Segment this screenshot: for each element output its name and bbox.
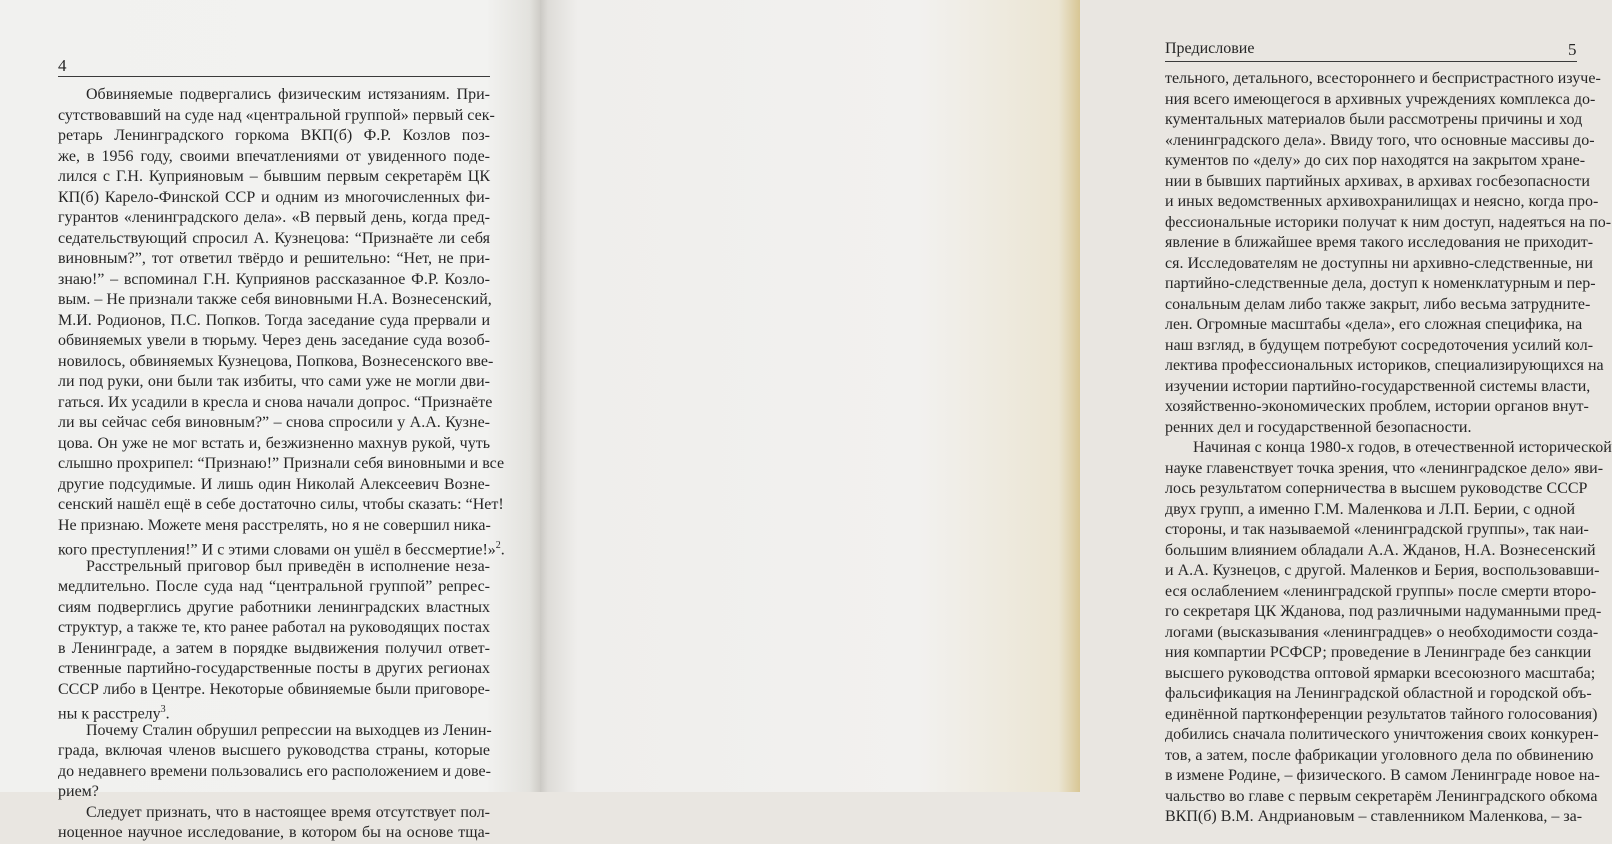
text-line: [58, 741, 490, 762]
right-page: [540, 0, 1612, 825]
line-text: рием?: [58, 783, 99, 800]
text-line: [58, 639, 490, 660]
text-line: [58, 85, 490, 106]
text-line: [1165, 807, 1583, 828]
text-line: [58, 147, 490, 168]
line-text: СССР либо в Центре. Некоторые обвиняемые были приговоре-: [58, 680, 490, 698]
text-line: [58, 393, 493, 414]
page-number: 5: [1568, 40, 1577, 59]
text-line: [1165, 418, 1575, 439]
line-text: го секретаря ЦК Жданова, под различными надуманными пред-: [1165, 603, 1602, 620]
line-text: обвиняемых увели в тюрьму. Через день заседание суда возоб-: [58, 332, 490, 349]
line-text: Обвиняемые подвергались физическим истязаниям. При-: [86, 86, 490, 103]
line-text: ретарь Ленинградского горкома ВКП(б) Ф.Р. Козлов поз-: [58, 127, 490, 144]
text-line: [1165, 746, 1594, 767]
text-line: [1165, 438, 1612, 459]
text-line: [1165, 336, 1594, 357]
text-line: [58, 557, 490, 578]
text-line: [1165, 623, 1599, 644]
text-line: [58, 208, 490, 229]
text-line: [58, 721, 490, 742]
text-line: [1165, 500, 1575, 521]
text-line: [58, 454, 505, 475]
text-line: [58, 618, 490, 639]
header-rule: [1165, 61, 1577, 62]
text-line: [58, 229, 490, 250]
running-head: Предисловие: [1165, 40, 1255, 57]
text-line: [1165, 151, 1586, 172]
line-text: Не признаю. Можете меня расстрелять, но я не совершил ника-: [58, 516, 491, 534]
text-line: [1165, 274, 1596, 295]
text-line: [58, 823, 490, 844]
line-text: науке главенствует точка зрения, что «ленинградское дело» яви-: [1165, 459, 1604, 477]
line-text: новилось, обвиняемых Кузнецова, Попкова, Вознесенского вве-: [58, 352, 494, 370]
text-line: [1165, 684, 1592, 705]
line-text: чальство во главе с первым секретарём Ленинградского обкома: [1165, 787, 1598, 805]
text-line: [1165, 582, 1597, 603]
text-line: [1165, 705, 1598, 726]
text-line: [1165, 459, 1604, 480]
line-text: «ленинградского дела». Ввиду того, что основные массивы до-: [1165, 131, 1595, 149]
line-text: Следует признать, что в настоящее время отсутствует пол-: [86, 803, 490, 821]
text-line: [1165, 561, 1600, 582]
text-line: [58, 167, 490, 188]
line-text: ли под руки, они были так избиты, что сами уже не могли дви-: [58, 373, 490, 390]
text-line: [1165, 787, 1598, 808]
text-line: [1165, 213, 1612, 234]
line-text: града, включая членов высшего руководства страны, которые: [58, 742, 490, 759]
line-text: большим влиянием обладали А.А. Жданов, Н.А. Вознесенский: [1165, 541, 1596, 559]
text-line: [1165, 766, 1600, 787]
line-text: Начиная с конца 1980-х годов, в отечественной исторической: [1193, 439, 1612, 456]
line-text: добились сначала политического уничтожения своих конкурен-: [1165, 726, 1599, 743]
text-line: [58, 598, 490, 619]
text-line: [1165, 356, 1604, 377]
line-text: партийно-следственные дела, доступ к номенклатурным и пер-: [1165, 275, 1596, 292]
line-text: кументов по «делу» до сих пор находятся на закрытом хране-: [1165, 152, 1586, 169]
text-line: [58, 413, 490, 434]
line-text: лился с Г.Н. Куприяновым – бывшим первым секретарём ЦК: [58, 168, 490, 185]
footnote-marker: 2: [495, 540, 501, 551]
punctuation: .: [500, 541, 505, 559]
line-text: фессиональные историки получат к ним доступ, надеяться на по-: [1165, 213, 1612, 231]
left-page: [0, 0, 540, 841]
line-text: стороны, и так называемой «ленинградской группы», так наи-: [1165, 521, 1589, 538]
line-text: сенский нашёл ещё в себе достаточно силы, чтобы сказать: “Нет!: [58, 496, 504, 513]
text-line: [1165, 541, 1596, 562]
line-text: лектива профессиональных историков, специализирующихся на: [1165, 357, 1604, 374]
line-text: цова. Он уже не мог встать и, безжизненно махнув рукой, чуть: [58, 434, 490, 452]
text-line: [58, 495, 504, 516]
text-line: [58, 331, 490, 352]
line-text: ноценное научное исследование, в котором бы на основе тща-: [58, 824, 490, 841]
line-text: в Ленинграде, а затем в порядке выдвижения получил ответ-: [58, 639, 490, 657]
text-line: [58, 516, 490, 537]
text-line: [58, 372, 490, 393]
punctuation: .: [165, 705, 170, 723]
line-text: явление в ближайшее время такого исследования не приходит-: [1165, 234, 1594, 251]
line-text: и иных ведомственных архивохранилищах и неясно, когда про-: [1165, 193, 1599, 210]
text-line: [58, 536, 505, 559]
line-text: гурантов «ленинградского дела». «В первый день, когда пред-: [58, 209, 490, 226]
line-text: ВКП(б) В.М. Андриановым – ставленником Маленкова, – за-: [1165, 808, 1583, 825]
line-text: кого преступления!” И с этими словами он ушёл в бессмертие!»: [58, 541, 496, 559]
text-line: [1165, 172, 1590, 193]
line-text: слышно прохрипел: “Признаю!” Признали себя виновными и все: [58, 455, 505, 472]
line-text: фальсификация на Ленинградской областной и городской объ-: [1165, 685, 1592, 702]
text-line: [1165, 377, 1591, 398]
text-line: [1165, 397, 1589, 418]
line-text: двух групп, а именно Г.М. Маленкова и Л.П. Берии, с одной: [1165, 500, 1575, 518]
text-line: [1165, 131, 1595, 152]
footnote-marker: 3: [160, 704, 166, 715]
text-line: [1165, 192, 1599, 213]
right-page-text: [1165, 69, 1612, 828]
text-line: [58, 126, 490, 147]
text-line: [1165, 295, 1591, 316]
line-text: сутствовавший на суде над «центральной группой» первый сек-: [58, 106, 495, 124]
line-text: сональным делам либо также закрыт, либо весьма затрудните-: [1165, 295, 1591, 313]
line-text: кументальных материалов были рассмотрены причины и ход: [1165, 111, 1583, 128]
line-text: ли вы сейчас себя виновным?” – снова спросили у А.А. Кузне-: [58, 414, 490, 431]
line-text: тов, а затем, после фабрикации уголовного дела по обвинению: [1165, 746, 1594, 764]
line-text: лен. Огромные масштабы «дела», его сложная специфика, на: [1165, 316, 1583, 333]
line-text: знаю!” – вспоминал Г.Н. Куприянов рассказанное Ф.Р. Козло-: [58, 270, 490, 288]
text-line: [1165, 315, 1583, 336]
line-text: ния компартии РСФСР; проведение в Ленинграде без санкции: [1165, 644, 1592, 661]
line-text: единённой партконференции результатов тайного голосования): [1165, 705, 1598, 723]
text-line: [58, 270, 490, 291]
text-line: [58, 803, 490, 824]
line-text: Почему Сталин обрушил репрессии на выходцев из Ленин-: [86, 721, 492, 739]
text-line: [58, 311, 490, 332]
line-text: наш взгляд, в будущем потребуют сосредоточения усилий кол-: [1165, 336, 1594, 354]
line-text: до недавнего времени пользовались его расположением и дове-: [58, 762, 491, 780]
text-line: [58, 680, 490, 701]
line-text: логами (высказывания «ленинградцев» о необходимости созда-: [1165, 623, 1599, 641]
line-text: М.И. Родионов, П.С. Попков. Тогда заседание суда прервали и: [58, 311, 490, 329]
line-text: нии в бывших партийных архивах, в архивах госбезопасности: [1165, 172, 1590, 190]
text-line: [1165, 90, 1596, 111]
text-line: [58, 577, 490, 598]
line-text: седательствующий спросил А. Кузнецова: “Признаёте ли себя: [58, 229, 490, 247]
text-line: [1165, 520, 1589, 541]
line-text: лось результатом соперничества в высшем руководстве СССР: [1165, 480, 1588, 497]
text-line: [1165, 233, 1594, 254]
text-line: [1165, 69, 1601, 90]
text-line: [58, 188, 490, 209]
line-text: же, в 1956 году, своими впечатлениями от увиденного поде-: [58, 147, 490, 165]
line-text: медлительно. После суда над “центральной группой” репрес-: [58, 578, 490, 595]
text-line: [58, 659, 490, 680]
line-text: КП(б) Карело-Финской ССР и одним из многочисленных фи-: [58, 188, 490, 206]
line-text: высшего руководства оптовой ярмарки всесоюзного масштаба;: [1165, 664, 1596, 682]
line-text: ренних дел и государственной безопасности.: [1165, 418, 1472, 436]
line-text: гаться. Их усадили в кресла и снова начали допрос. “Признаёте: [58, 393, 493, 411]
line-text: хозяйственно-экономических проблем, истории органов внут-: [1165, 398, 1589, 415]
line-text: виновным?”, тот ответил твёрдо и решительно: “Нет, не при-: [58, 250, 490, 267]
header-rule: [58, 76, 490, 77]
line-text: в измене Родине, – физического. В самом Ленинграде новое на-: [1165, 767, 1600, 784]
line-text: другие подсудимые. И лишь один Николай Алексеевич Возне-: [58, 475, 490, 493]
text-line: [58, 782, 490, 803]
line-text: ния всего имеющегося в архивных учреждениях комплекса до-: [1165, 90, 1596, 108]
line-text: и А.А. Кузнецов, с другой. Маленков и Берия, воспользовавши-: [1165, 562, 1600, 579]
text-line: [1165, 664, 1596, 685]
text-line: [1165, 643, 1592, 664]
line-text: изучении истории партийно-государственной системы власти,: [1165, 377, 1591, 395]
text-line: [58, 249, 490, 270]
text-line: [58, 762, 490, 783]
text-line: [1165, 479, 1588, 500]
line-text: ны к расстрелу: [58, 705, 161, 723]
text-line: [58, 700, 490, 721]
text-line: [1165, 110, 1583, 131]
left-page-text: [58, 85, 505, 844]
line-text: сиям подверглись другие работники ленинградских властных: [58, 598, 490, 616]
line-text: ся. Исследователям не доступны ни архивно-следственные, ни: [1165, 254, 1593, 272]
text-line: [58, 434, 490, 455]
line-text: еся ослаблением «ленинградской группы» после смерти второ-: [1165, 582, 1597, 600]
text-line: [58, 290, 490, 311]
line-text: ственные партийно-государственные посты в других регионах: [58, 660, 490, 677]
text-line: [58, 352, 494, 373]
text-line: [58, 106, 495, 127]
line-text: структур, а также те, кто ранее работал на руководящих постах: [58, 619, 490, 636]
text-line: [1165, 725, 1599, 746]
line-text: вым. – Не признали также себя виновными Н.А. Вознесенский,: [58, 291, 492, 308]
text-line: [58, 475, 490, 496]
line-text: Расстрельный приговор был приведён в исполнение неза-: [86, 557, 490, 575]
page-number: 4: [58, 56, 67, 75]
text-line: [1165, 254, 1593, 275]
line-text: тельного, детального, всестороннего и беспристрастного изуче-: [1165, 70, 1601, 87]
text-line: [1165, 602, 1602, 623]
